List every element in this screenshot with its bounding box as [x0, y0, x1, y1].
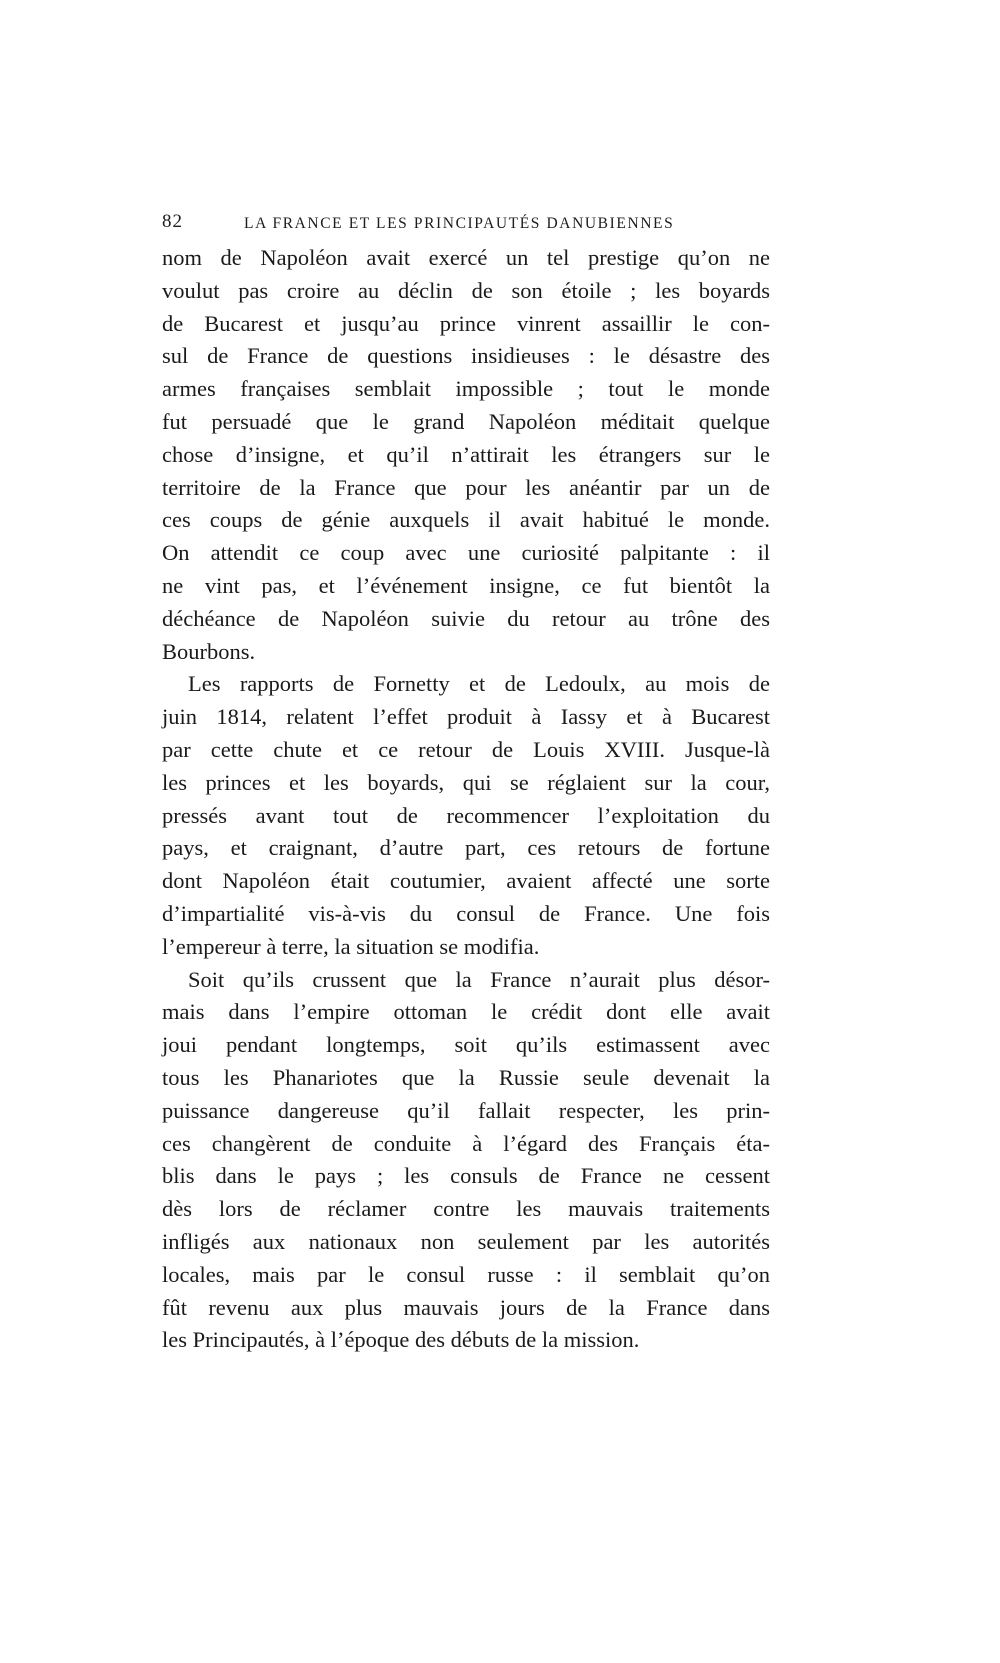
- text-line: fut persuadé que le grand Napoléon méditait quelque: [162, 408, 770, 434]
- text-line: blis dans le pays ; les consuls de France ne cessent: [162, 1163, 770, 1189]
- paragraph-2: [162, 668, 770, 963]
- text-line: puissance dangereuse qu’il fallait respecter, les prin-: [162, 1097, 770, 1123]
- text-line: dont Napoléon était coutumier, avaient affecté une sorte: [162, 868, 770, 894]
- text-line: fût revenu aux plus mauvais jours de la France dans: [162, 1294, 770, 1320]
- text-line: joui pendant longtemps, soit qu’ils estimassent avec: [162, 1032, 770, 1058]
- text-line: tous les Phanariotes que la Russie seule devenait la: [162, 1064, 770, 1090]
- text-line: d’impartialité vis-à-vis du consul de France. Une fois: [162, 900, 770, 926]
- text-line: pays, et craignant, d’autre part, ces retours de fortune: [162, 835, 770, 861]
- paragraph-3: [162, 964, 770, 1358]
- text-line: déchéance de Napoléon suivie du retour au trône des: [162, 605, 770, 631]
- text-line: chose d’insigne, et qu’il n’attirait les étrangers sur le: [162, 441, 770, 467]
- text-line: Bourbons.: [162, 638, 256, 664]
- text-line: ces coups de génie auxquels il avait habitué le monde.: [162, 507, 770, 533]
- text-line: Soit qu’ils crussent que la France n’aurait plus désor-: [188, 966, 770, 992]
- text-line: l’empereur à terre, la situation se modifia.: [162, 933, 540, 959]
- text-line: On attendit ce coup avec une curiosité palpitante : il: [162, 540, 770, 566]
- text-line: les Principautés, à l’époque des débuts de la mission.: [162, 1327, 640, 1353]
- running-header: [162, 208, 770, 238]
- text-line: ces changèrent de conduite à l’égard des Français éta-: [162, 1130, 770, 1156]
- text-line: sul de France de questions insidieuses : le désastre des: [162, 343, 770, 369]
- text-line: locales, mais par le consul russe : il semblait qu’on: [162, 1261, 770, 1287]
- text-line: Les rapports de Fornetty et de Ledoulx, au mois de: [188, 671, 770, 697]
- text-line: de Bucarest et jusqu’au prince vinrent assaillir le con-: [162, 310, 770, 336]
- text-line: infligés aux nationaux non seulement par les autorités: [162, 1228, 770, 1254]
- text-line: dès lors de réclamer contre les mauvais traitements: [162, 1196, 770, 1222]
- text-line: voulut pas croire au déclin de son étoile ; les boyards: [162, 277, 770, 303]
- text-line: mais dans l’empire ottoman le crédit dont elle avait: [162, 999, 770, 1025]
- text-line: les princes et les boyards, qui se réglaient sur la cour,: [162, 769, 770, 795]
- text-line: territoire de la France que pour les anéantir par un de: [162, 474, 770, 500]
- text-line: armes françaises semblait impossible ; tout le monde: [162, 376, 770, 402]
- paragraph-1: [162, 242, 770, 668]
- text-line: nom de Napoléon avait exercé un tel prestige qu’on ne: [162, 245, 770, 270]
- page-number: 82: [162, 211, 183, 232]
- running-title: LA FRANCE ET LES PRINCIPAUTÉS DANUBIENNES: [244, 215, 675, 232]
- text-line: pressés avant tout de recommencer l’exploitation du: [162, 802, 770, 828]
- text-line: ne vint pas, et l’événement insigne, ce fut bientôt la: [162, 572, 770, 598]
- text-line: par cette chute et ce retour de Louis XVIII. Jusque-là: [162, 736, 770, 762]
- body-text: [162, 242, 770, 1357]
- text-line: juin 1814, relatent l’effet produit à Iassy et à Bucarest: [162, 704, 770, 730]
